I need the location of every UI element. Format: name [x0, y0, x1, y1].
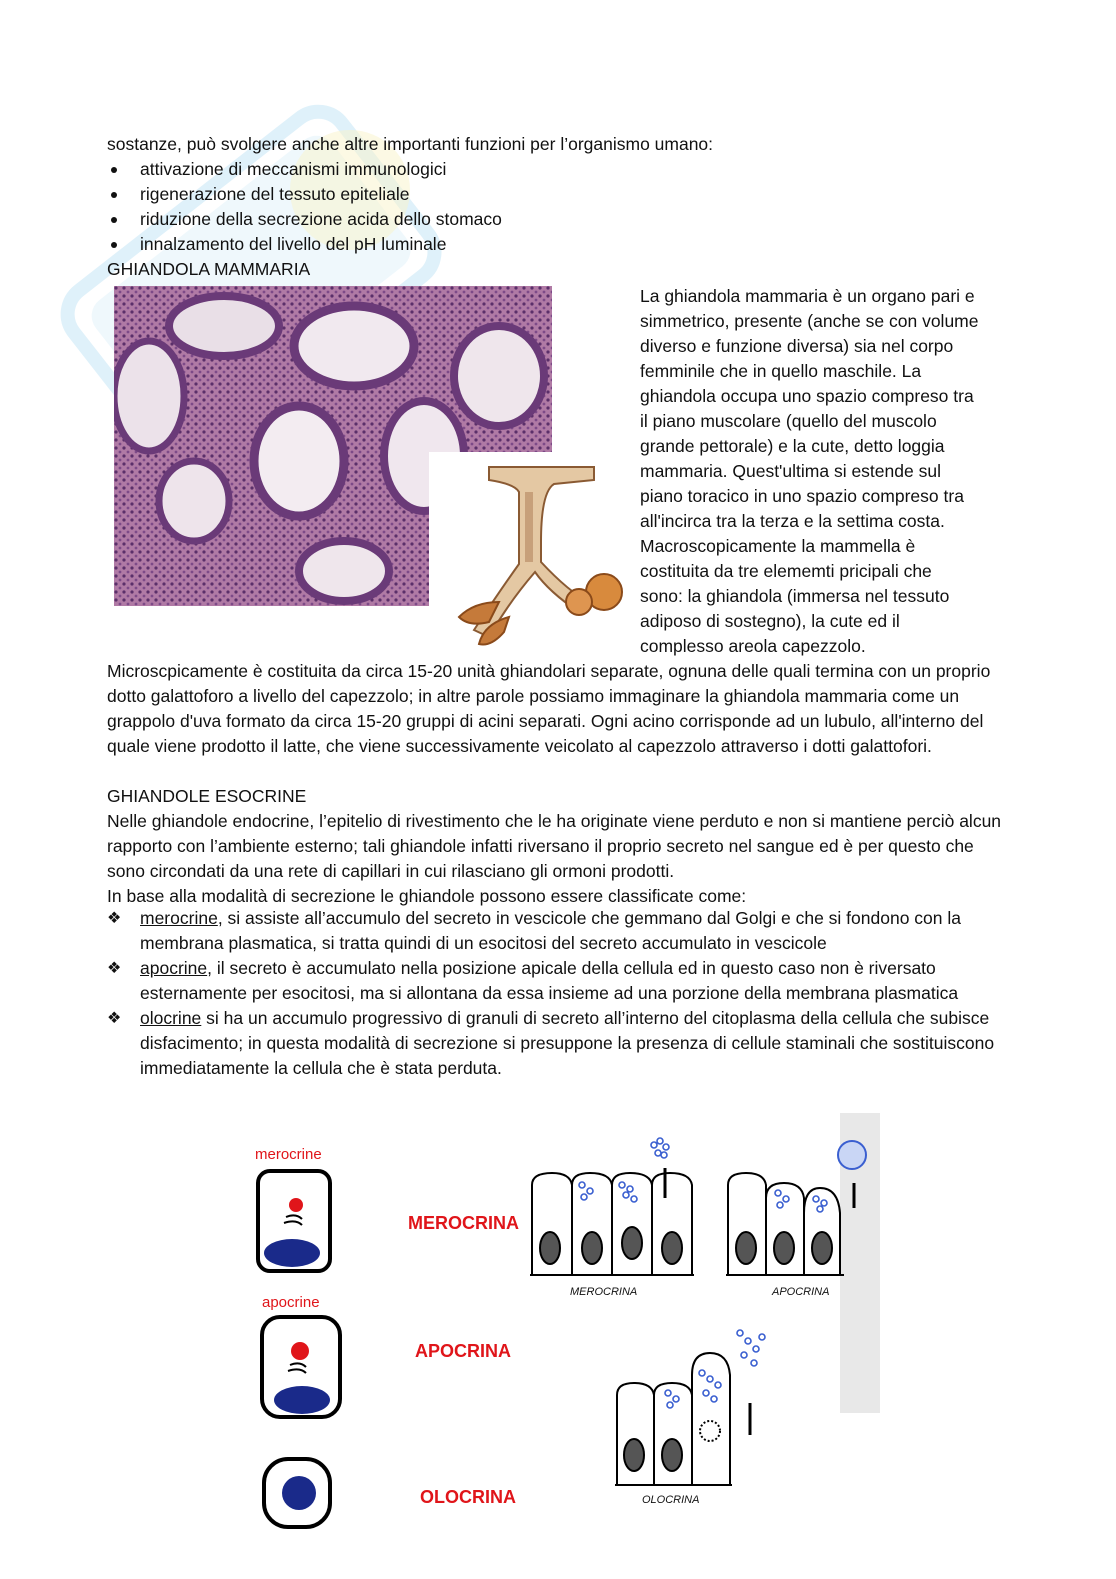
bullet-icon [111, 167, 117, 173]
mammary-micro-paragraph: Microscpicamente è costituita da circa 15-20 unità ghiandolari separate, ognuna delle quali termina con un proprio dotto galattoforo a livello del capezzolo; in altre parole possiamo immaginare la ghiandola mammaria come un grappolo d'uva formato da circa 15-20 gruppi di acini separati. Ogni acino corrisponde ad un lubulo, all'interno del quale viene prodotto il latte, che viene successivamente veicolato al capezzolo attraverso i dotti galattofori. [107, 661, 991, 756]
label-apocrina: APOCRINA [415, 1341, 512, 1361]
secretion-diagram [240, 1113, 880, 1533]
list-item: riduzione della secrezione acida dello stomaco [107, 207, 502, 232]
bullet-icon [111, 242, 117, 248]
intro-line: sostanze, può svolgere anche altre importanti funzioni per l’organismo umano: [107, 134, 714, 154]
list-item: innalzamento del livello del pH luminale [107, 232, 502, 257]
list-item: attivazione di meccanismi immunologici [107, 157, 502, 182]
apocrine-cell-icon [262, 1317, 340, 1417]
bullet-icon [111, 217, 117, 223]
caption-olocrina: OLOCRINA [642, 1494, 700, 1506]
classification-intro: In base alla modalità di secrezione le ghiandole possono essere classificate come: [107, 886, 747, 906]
bullet-icon [111, 192, 117, 198]
heading-exocrine: GHIANDOLE ESOCRINE [107, 786, 307, 806]
label-olocrina: OLOCRINA [420, 1487, 516, 1507]
list-item: ❖ apocrine, il secreto è accumulato nella posizione apicale della cellula ed in questo caso non è riversato esternamente per esocitosi, ma si allontana da essa insieme ad una porzione della membrana plasmatica [107, 958, 959, 1003]
mammary-description: La ghiandola mammaria è un organo pari e simmetrico, presente (anche se con volume diverso e funzione diversa) sia nel corpo femminile che in quello maschile. La ghiandola occupa uno spazio compreso tra il piano muscolare (quello del muscolo grande pettorale) e la cute, detto loggia mammaria. Quest'ultima si estende sul piano toracico in uno spazio compreso tra all'incirca tra la terza e la settima costa. Macroscopicamente la mammella è costituita da tre elememti pricipali che sono: la ghiandola (immersa nel tessuto adiposo di sostegno), la cute ed il complesso areola capezzolo. [640, 286, 979, 656]
diamond-bullet-icon: ❖ [107, 960, 122, 977]
functions-list [107, 157, 502, 257]
heading-mammary: GHIANDOLA MAMMARIA [107, 259, 311, 279]
merocrine-cell-icon [258, 1171, 330, 1271]
list-item: rigenerazione del tessuto epiteliale [107, 182, 502, 207]
merocrina-epithelium [530, 1168, 694, 1275]
secretion-types-list [107, 906, 1012, 1081]
diamond-bullet-icon: ❖ [107, 910, 122, 927]
caption-apocrina: APOCRINA [772, 1286, 830, 1298]
olocrine-cell-icon [264, 1459, 330, 1527]
list-item: ❖ merocrine, si assiste all’accumulo del secreto in vescicole che gemmano dal Golgi e che si fondono con la membrana plasmatica, si tratta quindi di un esocitosi del secreto accumulato in vescicole [107, 908, 961, 953]
diamond-bullet-icon: ❖ [107, 1010, 122, 1027]
endocrine-paragraph: Nelle ghiandole endocrine, l’epitelio di rivestimento che le ha originate viene perduto e non si mantiene perciò alcun rapporto con l’ambiente esterno; tali ghiandole infatti riversano il proprio secreto nel sangue ed è per questo che sono circondati da una rete di capillari in cui rilasciano gli ormoni prodotti. [107, 811, 1002, 881]
gland-duct-illustration [429, 452, 629, 652]
label-merocrina: MEROCRINA [408, 1213, 519, 1233]
label-apocrine-small: apocrine [262, 1294, 320, 1311]
label-merocrine-small: merocrine [255, 1146, 322, 1163]
caption-merocrina: MEROCRINA [570, 1286, 638, 1298]
list-item: ❖ olocrine si ha un accumulo progressivo di granuli di secreto all’interno del citoplasma della cellula che subisce disfacimento; in questa modalità di secrezione si presuppone la presenza di cellule staminali che sostituiscono immediatamente la cellula che è stata perduta. [107, 1008, 995, 1078]
